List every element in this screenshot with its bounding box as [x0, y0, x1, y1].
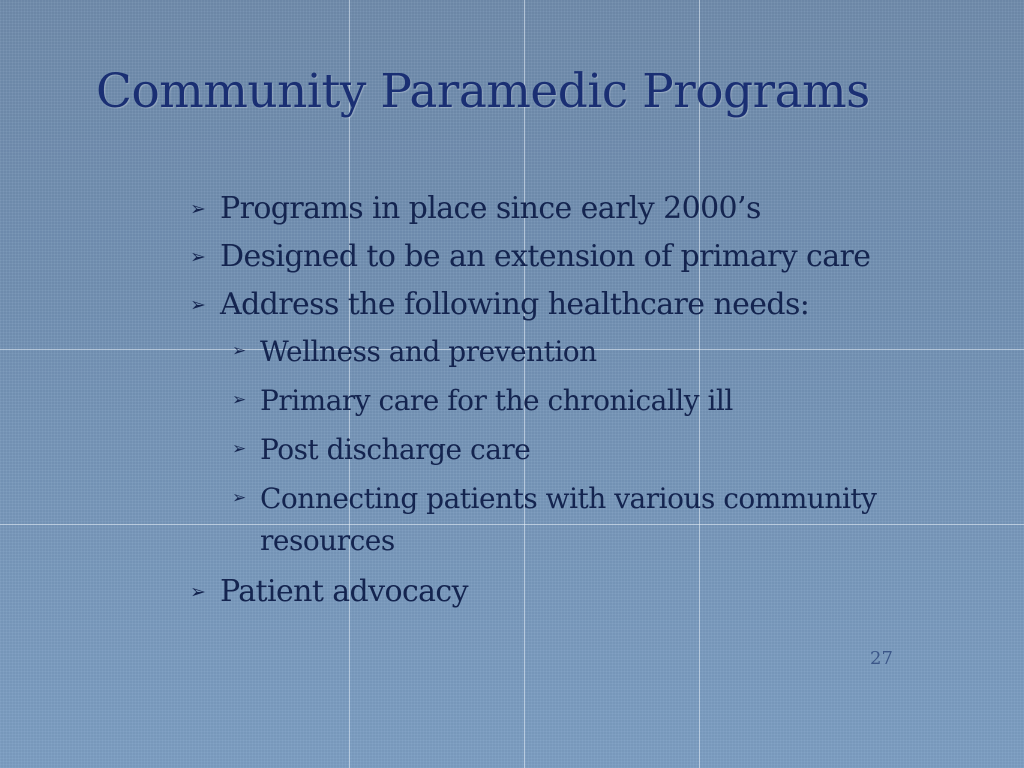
arrowhead-bullet-icon: ➢ — [190, 581, 206, 603]
sub-bullet-text: Post discharge care — [260, 433, 531, 466]
sub-list-item — [188, 380, 878, 421]
bullet-text: Programs in place since early 2000’s — [220, 191, 761, 226]
arrowhead-bullet-icon: ➢ — [232, 488, 246, 508]
bullet-list — [188, 187, 878, 618]
arrowhead-bullet-icon: ➢ — [232, 439, 246, 459]
list-item — [188, 283, 878, 327]
arrowhead-bullet-icon: ➢ — [190, 294, 206, 316]
sub-bullet-text: Connecting patients with various community resources — [260, 482, 877, 557]
arrowhead-bullet-icon: ➢ — [190, 198, 206, 220]
sub-list-item — [188, 478, 878, 562]
bullet-text: Designed to be an extension of primary care — [220, 239, 871, 274]
sub-bullet-text: Primary care for the chronically ill — [260, 384, 733, 417]
arrowhead-bullet-icon: ➢ — [232, 341, 246, 361]
arrowhead-bullet-icon: ➢ — [190, 246, 206, 268]
arrowhead-bullet-icon: ➢ — [232, 390, 246, 410]
list-item — [188, 235, 878, 279]
list-item — [188, 570, 878, 614]
bullet-text: Address the following healthcare needs: — [220, 287, 810, 322]
list-item — [188, 187, 878, 231]
sub-list-item — [188, 331, 878, 372]
page-number: 27 — [870, 648, 893, 669]
bullet-text: Patient advocacy — [220, 574, 468, 609]
slide-title: Community Paramedic Programs — [96, 64, 870, 119]
sub-list-item — [188, 429, 878, 470]
sub-bullet-text: Wellness and prevention — [260, 335, 597, 368]
